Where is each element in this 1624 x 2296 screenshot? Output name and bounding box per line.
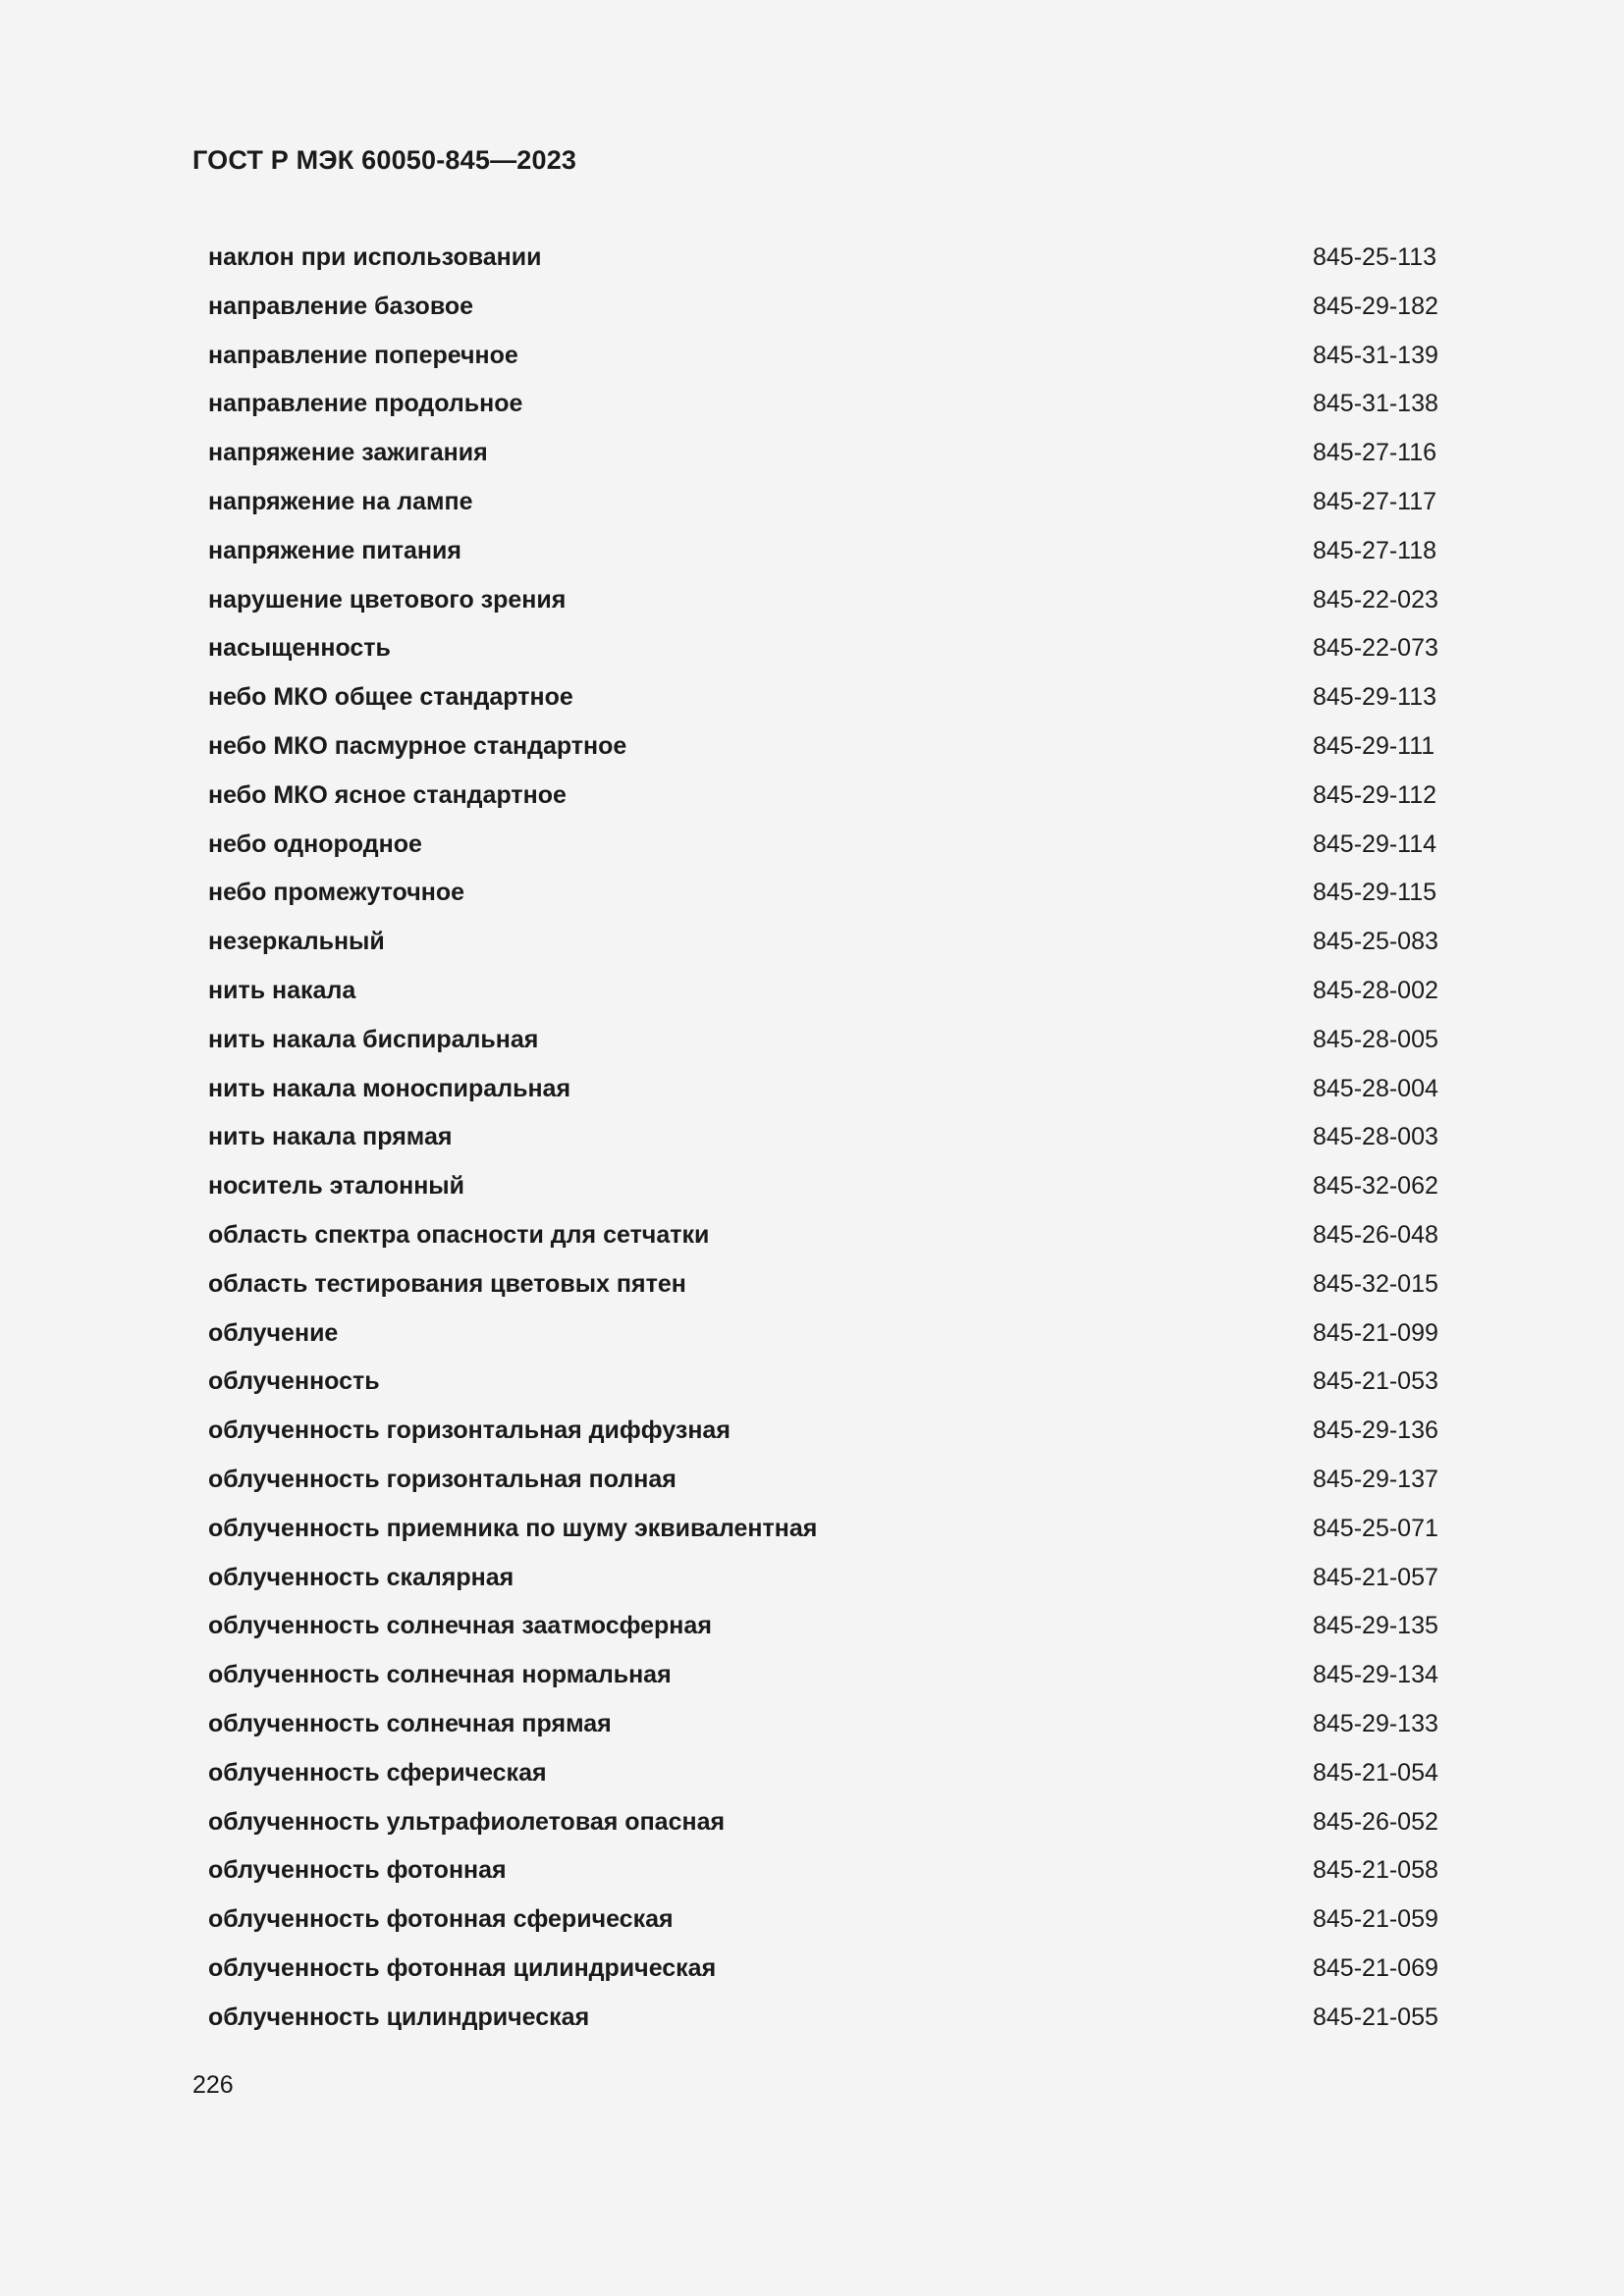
entry-term: облученность горизонтальная диффузная <box>208 1416 731 1445</box>
entry-code: 845-22-073 <box>1313 634 1438 663</box>
entry-term: облученность солнечная прямая <box>208 1709 612 1737</box>
index-entry <box>208 1020 1441 1069</box>
index-entry <box>208 775 1441 825</box>
entry-code: 845-31-139 <box>1313 341 1438 369</box>
index-entry <box>208 1704 1441 1753</box>
index-entry <box>208 531 1441 580</box>
entry-code: 845-32-062 <box>1313 1172 1438 1201</box>
entry-code: 845-29-133 <box>1313 1709 1438 1737</box>
entry-term: облученность горизонтальная полная <box>208 1465 677 1493</box>
index-entry <box>208 1166 1441 1215</box>
entry-term: небо МКО общее стандартное <box>208 683 573 712</box>
entry-term: облученность ультрафиолетовая опасная <box>208 1807 726 1836</box>
entry-term: направление продольное <box>208 390 523 418</box>
entry-code: 845-29-134 <box>1313 1661 1438 1689</box>
entry-code: 845-27-118 <box>1313 536 1437 564</box>
index-entry <box>208 482 1441 531</box>
entry-code: 845-21-058 <box>1313 1856 1438 1885</box>
entry-code: 845-32-015 <box>1313 1269 1438 1298</box>
entry-code: 845-28-003 <box>1313 1123 1438 1151</box>
entry-term: направление базовое <box>208 292 474 320</box>
entry-code: 845-21-055 <box>1313 2002 1438 2031</box>
index-entry <box>208 726 1441 775</box>
entry-term: небо МКО ясное стандартное <box>208 780 567 809</box>
entry-code: 845-26-048 <box>1313 1220 1438 1249</box>
entry-code: 845-25-083 <box>1313 928 1438 956</box>
entry-term: нить накала <box>208 976 356 1004</box>
index-entry <box>208 825 1441 874</box>
entry-code: 845-29-135 <box>1313 1612 1438 1640</box>
index-entry <box>208 971 1441 1020</box>
entry-code: 845-29-136 <box>1313 1416 1438 1445</box>
entry-code: 845-28-004 <box>1313 1074 1438 1102</box>
entry-code: 845-29-137 <box>1313 1465 1438 1493</box>
term-index-list <box>208 238 1441 2046</box>
index-entry <box>208 1558 1441 1607</box>
entry-term: облученность фотонная <box>208 1856 507 1885</box>
entry-code: 845-29-113 <box>1313 683 1437 712</box>
index-entry <box>208 580 1441 629</box>
index-entry <box>208 1460 1441 1509</box>
index-entry <box>208 1802 1441 1851</box>
index-entry <box>208 238 1441 287</box>
entry-term: облученность фотонная цилиндрическая <box>208 1953 717 1982</box>
entry-code: 845-29-114 <box>1313 829 1437 858</box>
index-entry <box>208 336 1441 385</box>
entry-code: 845-26-052 <box>1313 1807 1438 1836</box>
entry-term: облученность цилиндрическая <box>208 2002 590 2031</box>
index-entry <box>208 1606 1441 1655</box>
index-entry <box>208 677 1441 726</box>
index-entry <box>208 1753 1441 1802</box>
entry-term: облученность солнечная заатмосферная <box>208 1612 712 1640</box>
index-entry <box>208 384 1441 433</box>
index-entry <box>208 1264 1441 1313</box>
entry-term: наклон при использовании <box>208 243 542 271</box>
entry-term: облученность скалярная <box>208 1563 514 1591</box>
entry-term: облученность <box>208 1367 380 1396</box>
entry-term: область спектра опасности для сетчатки <box>208 1220 710 1249</box>
entry-code: 845-28-002 <box>1313 976 1438 1004</box>
page-number: 226 <box>192 2071 234 2099</box>
index-entry <box>208 1215 1441 1264</box>
entry-term: небо промежуточное <box>208 879 464 907</box>
entry-term: облученность солнечная нормальная <box>208 1661 672 1689</box>
entry-code: 845-22-023 <box>1313 585 1438 614</box>
entry-term: небо однородное <box>208 829 422 858</box>
entry-code: 845-21-057 <box>1313 1563 1438 1591</box>
entry-code: 845-21-053 <box>1313 1367 1438 1396</box>
entry-term: носитель эталонный <box>208 1172 465 1201</box>
index-entry <box>208 1117 1441 1166</box>
entry-term: направление поперечное <box>208 341 518 369</box>
entry-code: 845-21-069 <box>1313 1953 1438 1982</box>
document-header: ГОСТ Р МЭК 60050-845—2023 <box>192 145 577 175</box>
entry-code: 845-21-054 <box>1313 1758 1438 1787</box>
index-entry <box>208 628 1441 677</box>
entry-term: облученность фотонная сферическая <box>208 1905 674 1934</box>
index-entry <box>208 1313 1441 1362</box>
entry-code: 845-29-115 <box>1313 879 1437 907</box>
entry-code: 845-27-116 <box>1313 439 1437 467</box>
index-entry <box>208 1069 1441 1118</box>
index-entry <box>208 922 1441 971</box>
entry-code: 845-29-112 <box>1313 780 1437 809</box>
index-entry <box>208 1509 1441 1558</box>
index-entry <box>208 1655 1441 1704</box>
entry-term: облученность сферическая <box>208 1758 547 1787</box>
entry-code: 845-31-138 <box>1313 390 1438 418</box>
entry-term: нить накала биспиральная <box>208 1025 539 1053</box>
entry-term: облученность приемника по шуму эквивалентная <box>208 1514 818 1542</box>
index-entry <box>208 1362 1441 1411</box>
entry-term: нить накала прямая <box>208 1123 453 1151</box>
index-entry <box>208 287 1441 336</box>
index-entry <box>208 873 1441 922</box>
index-entry <box>208 1998 1441 2047</box>
index-entry <box>208 1949 1441 1998</box>
entry-code: 845-28-005 <box>1313 1025 1438 1053</box>
entry-term: незеркальный <box>208 928 385 956</box>
index-entry <box>208 433 1441 482</box>
entry-term: насыщенность <box>208 634 391 663</box>
index-entry <box>208 1850 1441 1899</box>
entry-code: 845-29-182 <box>1313 292 1438 320</box>
entry-code: 845-25-071 <box>1313 1514 1438 1542</box>
entry-term: напряжение на лампе <box>208 487 473 515</box>
entry-term: напряжение питания <box>208 536 461 564</box>
entry-code: 845-21-099 <box>1313 1318 1438 1347</box>
entry-code: 845-29-111 <box>1313 731 1435 760</box>
index-entry <box>208 1899 1441 1949</box>
index-entry <box>208 1411 1441 1460</box>
entry-code: 845-21-059 <box>1313 1905 1438 1934</box>
entry-term: область тестирования цветовых пятен <box>208 1269 686 1298</box>
entry-term: напряжение зажигания <box>208 439 488 467</box>
entry-code: 845-27-117 <box>1313 487 1437 515</box>
entry-term: небо МКО пасмурное стандартное <box>208 731 627 760</box>
entry-term: облучение <box>208 1318 339 1347</box>
entry-code: 845-25-113 <box>1313 243 1437 271</box>
entry-term: нить накала моноспиральная <box>208 1074 571 1102</box>
entry-term: нарушение цветового зрения <box>208 585 567 614</box>
